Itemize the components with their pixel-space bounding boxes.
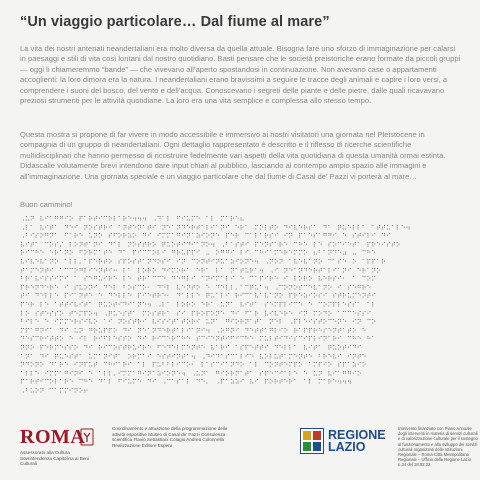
- braille-line: ⠁⠇⠇⠑⠀⠊⠍⠍⠁⠛⠊⠝⠊⠀⠑⠀⠁⠇⠇⠄⠊⠍⠍⠁⠛⠊⠝⠁⠵⠊⠕⠝⠑⠲⠀⠠⠥⠝⠁⠀⠛⠊⠕⠗⠝⠁⠞⠁⠀⠎⠏⠑⠉⠊⠁⠇⠑⠀⠑⠀⠥⠝⠀⠧⠊⠁⠛⠛⠊⠕: [20, 369, 362, 378]
- closing-line: Buon cammino!: [20, 200, 73, 209]
- braille-line: ⠇⠕⠀⠎⠞⠑⠎⠎⠕⠀⠞⠑⠍⠏⠕⠲⠀⠠⠟⠥⠑⠎⠞⠁⠀⠍⠕⠎⠞⠗⠁⠀⠎⠊⠀⠏⠗⠕⠏⠕⠝⠑⠀⠙⠊⠀⠋⠁⠗⠀⠧⠊⠧⠑⠗⠑⠀⠊⠝⠀⠍⠕⠙⠕⠀⠁⠉⠉⠑⠎⠎⠊: [20, 309, 372, 318]
- braille-line: ⠃⠊⠇⠑⠀⠑⠀⠊⠍⠍⠑⠗⠎⠊⠧⠕⠀⠁⠊⠀⠝⠕⠎⠞⠗⠊⠀⠧⠊⠎⠊⠞⠁⠞⠕⠗⠊⠀⠥⠝⠁⠀⠛⠊⠕⠗⠝⠁⠞⠁⠀⠝⠑⠇⠀⠠⠏⠇⠑⠊⠎⠞⠕⠉⠑⠝⠑⠀⠊⠝⠀⠉⠕: [20, 318, 377, 327]
- roma-logo-text: ROMA: [20, 426, 86, 448]
- eagle-icon: [80, 428, 94, 446]
- braille-line: ⠏⠗⠑⠝⠙⠑⠗⠑⠀⠊⠀⠎⠥⠕⠝⠊⠀⠙⠑⠇⠀⠃⠕⠎⠉⠕⠂⠀⠙⠑⠇⠀⠧⠑⠝⠞⠕⠀⠑⠀⠙⠑⠇⠇⠄⠁⠉⠟⠥⠁⠲⠀⠠⠉⠕⠝⠕⠎⠉⠑⠧⠁⠝⠕⠀⠊⠀⠎⠑⠛⠗⠑: [20, 283, 372, 292]
- braille-line: ⠞⠊⠀⠙⠑⠇⠇⠑⠀⠏⠊⠁⠝⠞⠑⠀⠑⠀⠙⠑⠇⠇⠑⠀⠏⠊⠑⠞⠗⠑⠂⠀⠙⠁⠇⠇⠑⠀⠟⠥⠁⠇⠊⠀⠗⠊⠉⠁⠧⠁⠧⠁⠝⠕⠀⠏⠗⠑⠵⠊⠕⠎⠊⠀⠎⠞⠗⠥⠍⠑⠝⠞⠊: [20, 292, 377, 301]
- braille-line: ⠝⠝⠕⠀⠏⠑⠗⠍⠑⠎⠎⠕⠀⠙⠊⠀⠗⠊⠉⠕⠎⠞⠗⠥⠊⠗⠑⠀⠋⠑⠙⠑⠇⠍⠑⠝⠞⠑⠀⠧⠁⠗⠊⠀⠁⠎⠏⠑⠞⠞⠊⠀⠙⠑⠇⠇⠁⠀⠧⠊⠞⠁⠀⠟⠥⠕⠞⠊⠙⠊: [20, 343, 362, 352]
- footer: [0, 418, 480, 480]
- braille-line: ⠍⠏⠁⠛⠝⠊⠁⠀⠙⠊⠀⠥⠝⠀⠛⠗⠥⠏⠏⠕⠀⠙⠊⠀⠝⠑⠁⠝⠙⠑⠗⠞⠁⠇⠊⠁⠝⠊⠲⠀⠠⠕⠛⠝⠊⠀⠙⠑⠞⠞⠁⠛⠇⠊⠕⠀⠗⠁⠏⠏⠗⠑⠎⠑⠝⠞⠁⠞⠕⠀⠑: [20, 326, 367, 335]
- braille-line: ⠏⠑⠗⠀⠇⠑⠀⠁⠞⠞⠊⠧⠊⠞⠁⠀⠟⠥⠕⠞⠊⠙⠊⠁⠝⠑⠲⠀⠠⠇⠁⠀⠇⠕⠗⠕⠀⠑⠗⠁⠀⠥⠝⠁⠀⠧⠊⠞⠁⠀⠎⠑⠍⠏⠇⠊⠉⠑⠀⠑⠀⠉⠕⠍⠏⠇⠑⠎⠎⠁⠀⠁⠇: [20, 300, 377, 309]
- braille-line: ⠠⠥⠝⠀⠧⠊⠁⠛⠛⠊⠕⠀⠏⠁⠗⠞⠊⠉⠕⠇⠁⠗⠑⠲⠲⠲⠀⠠⠙⠁⠇⠀⠋⠊⠥⠍⠑⠀⠁⠇⠀⠍⠁⠗⠑⠦: [20, 215, 245, 223]
- braille-line: ⠠⠇⠁⠀⠧⠊⠞⠁⠀⠙⠑⠊⠀⠝⠕⠎⠞⠗⠊⠀⠁⠝⠞⠑⠝⠁⠞⠊⠀⠝⠑⠁⠝⠙⠑⠗⠞⠁⠇⠊⠁⠝⠊⠀⠑⠗⠁⠀⠍⠕⠇⠞⠕⠀⠙⠊⠧⠑⠗⠎⠁⠀⠙⠁⠀⠟⠥⠑⠇⠇⠁⠀⠁⠞⠞⠥⠁⠇⠑⠲: [20, 223, 411, 232]
- braille-line: ⠗⠊⠉⠓⠑⠀⠑⠗⠁⠝⠕⠀⠋⠕⠗⠍⠁⠞⠑⠀⠙⠁⠀⠏⠊⠉⠉⠕⠇⠊⠀⠛⠗⠥⠏⠏⠊⠀⠤⠀⠕⠛⠛⠊⠀⠇⠊⠀⠉⠓⠊⠁⠍⠑⠗⠑⠍⠍⠕⠀⠦⠃⠁⠝⠙⠑⠴⠀⠤⠀⠉⠓⠑: [20, 249, 377, 258]
- braille-text-block: [20, 215, 462, 395]
- braille-line: ⠏⠁⠗⠞⠊⠉⠕⠇⠁⠗⠑⠀⠉⠓⠑⠀⠙⠁⠇⠀⠋⠊⠥⠍⠑⠀⠙⠊⠀⠠⠉⠁⠎⠁⠇⠀⠙⠑⠄⠀⠠⠏⠁⠵⠵⠊⠀⠧⠊⠀⠏⠕⠗⠞⠑⠗⠁⠀⠁⠇⠀⠍⠁⠗⠑⠲⠲⠲: [20, 378, 352, 387]
- braille-line: ⠙⠑⠎⠉⠗⠊⠞⠞⠕⠀⠑⠀⠊⠇⠀⠗⠊⠋⠇⠑⠎⠎⠕⠀⠙⠊⠀⠗⠊⠉⠑⠗⠉⠓⠑⠀⠎⠉⠊⠑⠝⠞⠊⠋⠊⠉⠓⠑⠀⠍⠥⠇⠞⠊⠙⠊⠎⠉⠊⠏⠇⠊⠝⠁⠗⠊⠀⠉⠓⠑⠀⠓⠁: [20, 335, 377, 344]
- intro-paragraph: La vita dei nostri antenati neandertaliani era molto diversa da quella attuale. Bisogna fare uno sforzo di immaginazione per calarsi in paesaggi e stili di vita così lontani dal nostro quotidiano. Basti pensare che le società preistoriche erano formate da piccoli gruppi — oggi li chiameremmo “bande” — che vivevano all’aperto spostandosi in continuazione. Non avevano case o appartamenti accoglienti: la loro dimora era la natura. I neandertaliani erano bravissimi a seguire le tracce degli animali e capire i loro versi, a comprendere i suoni del bosco, del vento e dell’acqua. Conoscevano i segreti delle piante e delle pietre, dalle quali ricavavano preziosi strumenti per le attività quotidiane. La loro era una vita semplice e complessa allo stesso tempo.: [20, 44, 461, 106]
- page-title: “Un viaggio particolare… Dal fiume al mare”: [20, 14, 330, 30]
- braille-line: ⠁⠝⠁⠀⠙⠊⠀⠟⠥⠑⠎⠞⠁⠀⠥⠍⠁⠝⠊⠞⠁⠀⠕⠗⠍⠁⠊⠀⠑⠎⠞⠊⠝⠞⠁⠲⠀⠠⠙⠊⠙⠁⠎⠉⠁⠇⠊⠑⠀⠧⠕⠇⠥⠞⠁⠍⠑⠝⠞⠑⠀⠃⠗⠑⠧⠊⠀⠊⠝⠞⠑: [20, 352, 367, 361]
- exhibition-paragraph: Questa mostra si propone di far vivere in modo accessibile e immersivo ai nostri visitatori una giornata nel Pleistocene in compagnia di un gruppo di neandertaliani. Ogni dettaglio rappresentato è descritto e il riflesso di ricerche scientifiche multidisciplinari che hanno permesso di ricostruire fedelmente vari aspetti della vita quotidiana di questa umanità ormai estinta. Didascalie volutamente brevi intendono dare input chiari al pubblico, lasciando al contempo ampio spazio alle immagini e all’immaginazione. Una giornata speciale e un viaggio particolare che dal fiume di Casal de’ Pazzi vi porterà al mare…: [20, 130, 446, 181]
- lazio-logo-text: REGIONE LAZIO: [328, 428, 386, 454]
- credits-left: Coordinamento e attuazione della programmazione delle attività espositive Museo di Casal de’ Pazzi Consulenza scientifica Flavio Sebastiani Colagio Andrea Colonnella Realizzazione Editore Espera: [112, 426, 228, 448]
- lazio-emblem-icon: [300, 428, 324, 454]
- roma-subtitle: Assessorato alla Cultura Sovrintendenza Capitolina ai Beni Culturali: [20, 450, 89, 467]
- braille-line: ⠧⠊⠞⠁⠀⠉⠕⠎⠌⠀⠇⠕⠝⠞⠁⠝⠊⠀⠙⠁⠇⠀⠝⠕⠎⠞⠗⠕⠀⠟⠥⠕⠞⠊⠙⠊⠁⠝⠕⠲⠀⠠⠃⠁⠎⠞⠊⠀⠏⠑⠝⠎⠁⠗⠑⠀⠉⠓⠑⠀⠇⠑⠀⠎⠕⠉⠊⠑⠞⠁⠀⠏⠗⠑⠊⠎⠞⠕: [20, 240, 401, 249]
- braille-line: ⠃⠗⠁⠧⠊⠎⠎⠊⠍⠊⠀⠁⠀⠎⠑⠛⠥⠊⠗⠑⠀⠇⠑⠀⠞⠗⠁⠉⠉⠑⠀⠙⠑⠛⠇⠊⠀⠁⠝⠊⠍⠁⠇⠊⠀⠑⠀⠉⠁⠏⠊⠗⠑⠀⠊⠀⠇⠕⠗⠕⠀⠧⠑⠗⠎⠊⠂⠀⠁⠀⠉⠕⠍: [20, 275, 377, 284]
- credits-right: Intervento finanziato con Piano Annuale degli interventi in materia di servizi culturali e di valorizzazione culturale per il sostegno al funzionamento e allo sviluppo dei servizi culturali organizzati delle Istituzioni Regionale – Roma Città Metropolitana Regionale – Ufficio della Regione Lazio n.34 del 18.02.22: [398, 426, 478, 468]
- braille-line: ⠧⠊⠧⠑⠧⠁⠝⠕⠀⠁⠇⠇⠄⠁⠏⠑⠗⠞⠕⠀⠎⠏⠕⠎⠞⠁⠝⠙⠕⠎⠊⠀⠊⠝⠀⠉⠕⠝⠞⠊⠝⠥⠁⠵⠊⠕⠝⠑⠲⠀⠠⠝⠕⠝⠀⠁⠧⠑⠧⠁⠝⠕⠀⠉⠁⠎⠑⠀⠕⠀⠁⠏⠏⠁⠗: [20, 257, 387, 266]
- braille-line: ⠠⠃⠊⠎⠕⠛⠝⠁⠀⠋⠁⠗⠑⠀⠥⠝⠕⠀⠎⠋⠕⠗⠵⠕⠀⠙⠊⠀⠊⠍⠍⠁⠛⠊⠝⠁⠵⠊⠕⠝⠑⠀⠏⠑⠗⠀⠉⠁⠇⠁⠗⠎⠊⠀⠊⠝⠀⠏⠁⠑⠎⠁⠛⠛⠊⠀⠑⠀⠎⠞⠊⠇⠊⠀⠙⠊: [20, 232, 391, 241]
- braille-line: ⠝⠙⠕⠝⠕⠀⠙⠁⠗⠑⠀⠊⠝⠏⠥⠞⠀⠉⠓⠊⠁⠗⠊⠀⠁⠇⠀⠏⠥⠃⠃⠇⠊⠉⠕⠂⠀⠇⠁⠎⠉⠊⠁⠝⠙⠕⠀⠁⠇⠀⠉⠕⠝⠞⠑⠍⠏⠕⠀⠁⠍⠏⠊⠕⠀⠎⠏⠁⠵⠊⠕: [20, 361, 367, 370]
- braille-line: ⠠⠃⠥⠕⠝⠀⠉⠁⠍⠍⠊⠝⠕⠖⠀⠀⠀⠀⠀⠀⠀⠀⠀⠀⠀⠀⠀⠀⠀⠀⠀⠀⠀⠀⠀⠀⠀⠀⠀⠀⠀⠀⠀⠀⠀⠀⠀⠀⠀⠀⠀⠀⠀⠀⠀⠀⠀⠀: [20, 386, 304, 395]
- regione-lazio-logo: [300, 428, 390, 468]
- braille-line: ⠞⠁⠍⠑⠝⠞⠊⠀⠁⠉⠉⠕⠛⠇⠊⠑⠝⠞⠊⠒⠀⠇⠁⠀⠇⠕⠗⠕⠀⠙⠊⠍⠕⠗⠁⠀⠑⠗⠁⠀⠇⠁⠀⠝⠁⠞⠥⠗⠁⠲⠀⠠⠊⠀⠝⠑⠁⠝⠙⠑⠗⠞⠁⠇⠊⠁⠝⠊⠀⠑⠗⠁⠝⠕: [20, 266, 382, 275]
